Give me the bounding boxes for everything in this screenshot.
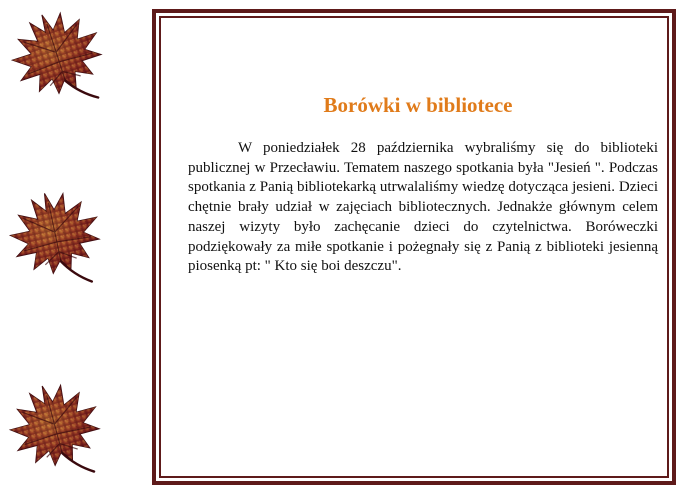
autumn-leaf-icon (6, 182, 106, 294)
autumn-leaf-icon (6, 374, 106, 486)
autumn-leaf-graphic (8, 2, 108, 114)
article-title: Borówki w bibliotece (323, 93, 513, 117)
article-body: W poniedziałek 28 października wybraliśmy się do biblioteki publicznej w Przecławiu. Tematem naszego spotkania była "Jesień ". Podczas spotkania z Panią bibliotekarką utrwalaliśmy wiedzę dotycząca jesieni. Dzieci chętnie brały udział w zajęciach bibliotecznych. Jednakże głównym celem naszej wizyty było zachęcanie dzieci do czytelnictwa. Boróweczki podziękowały za miłe spotkanie i pożegnały się z Panią z biblioteki jesienną piosenką pt: " Kto się boi deszczu". (188, 140, 658, 275)
autumn-leaf-graphic (6, 374, 106, 486)
autumn-leaf-graphic (6, 182, 106, 294)
autumn-leaf-icon (8, 2, 108, 114)
article-frame (152, 9, 676, 485)
